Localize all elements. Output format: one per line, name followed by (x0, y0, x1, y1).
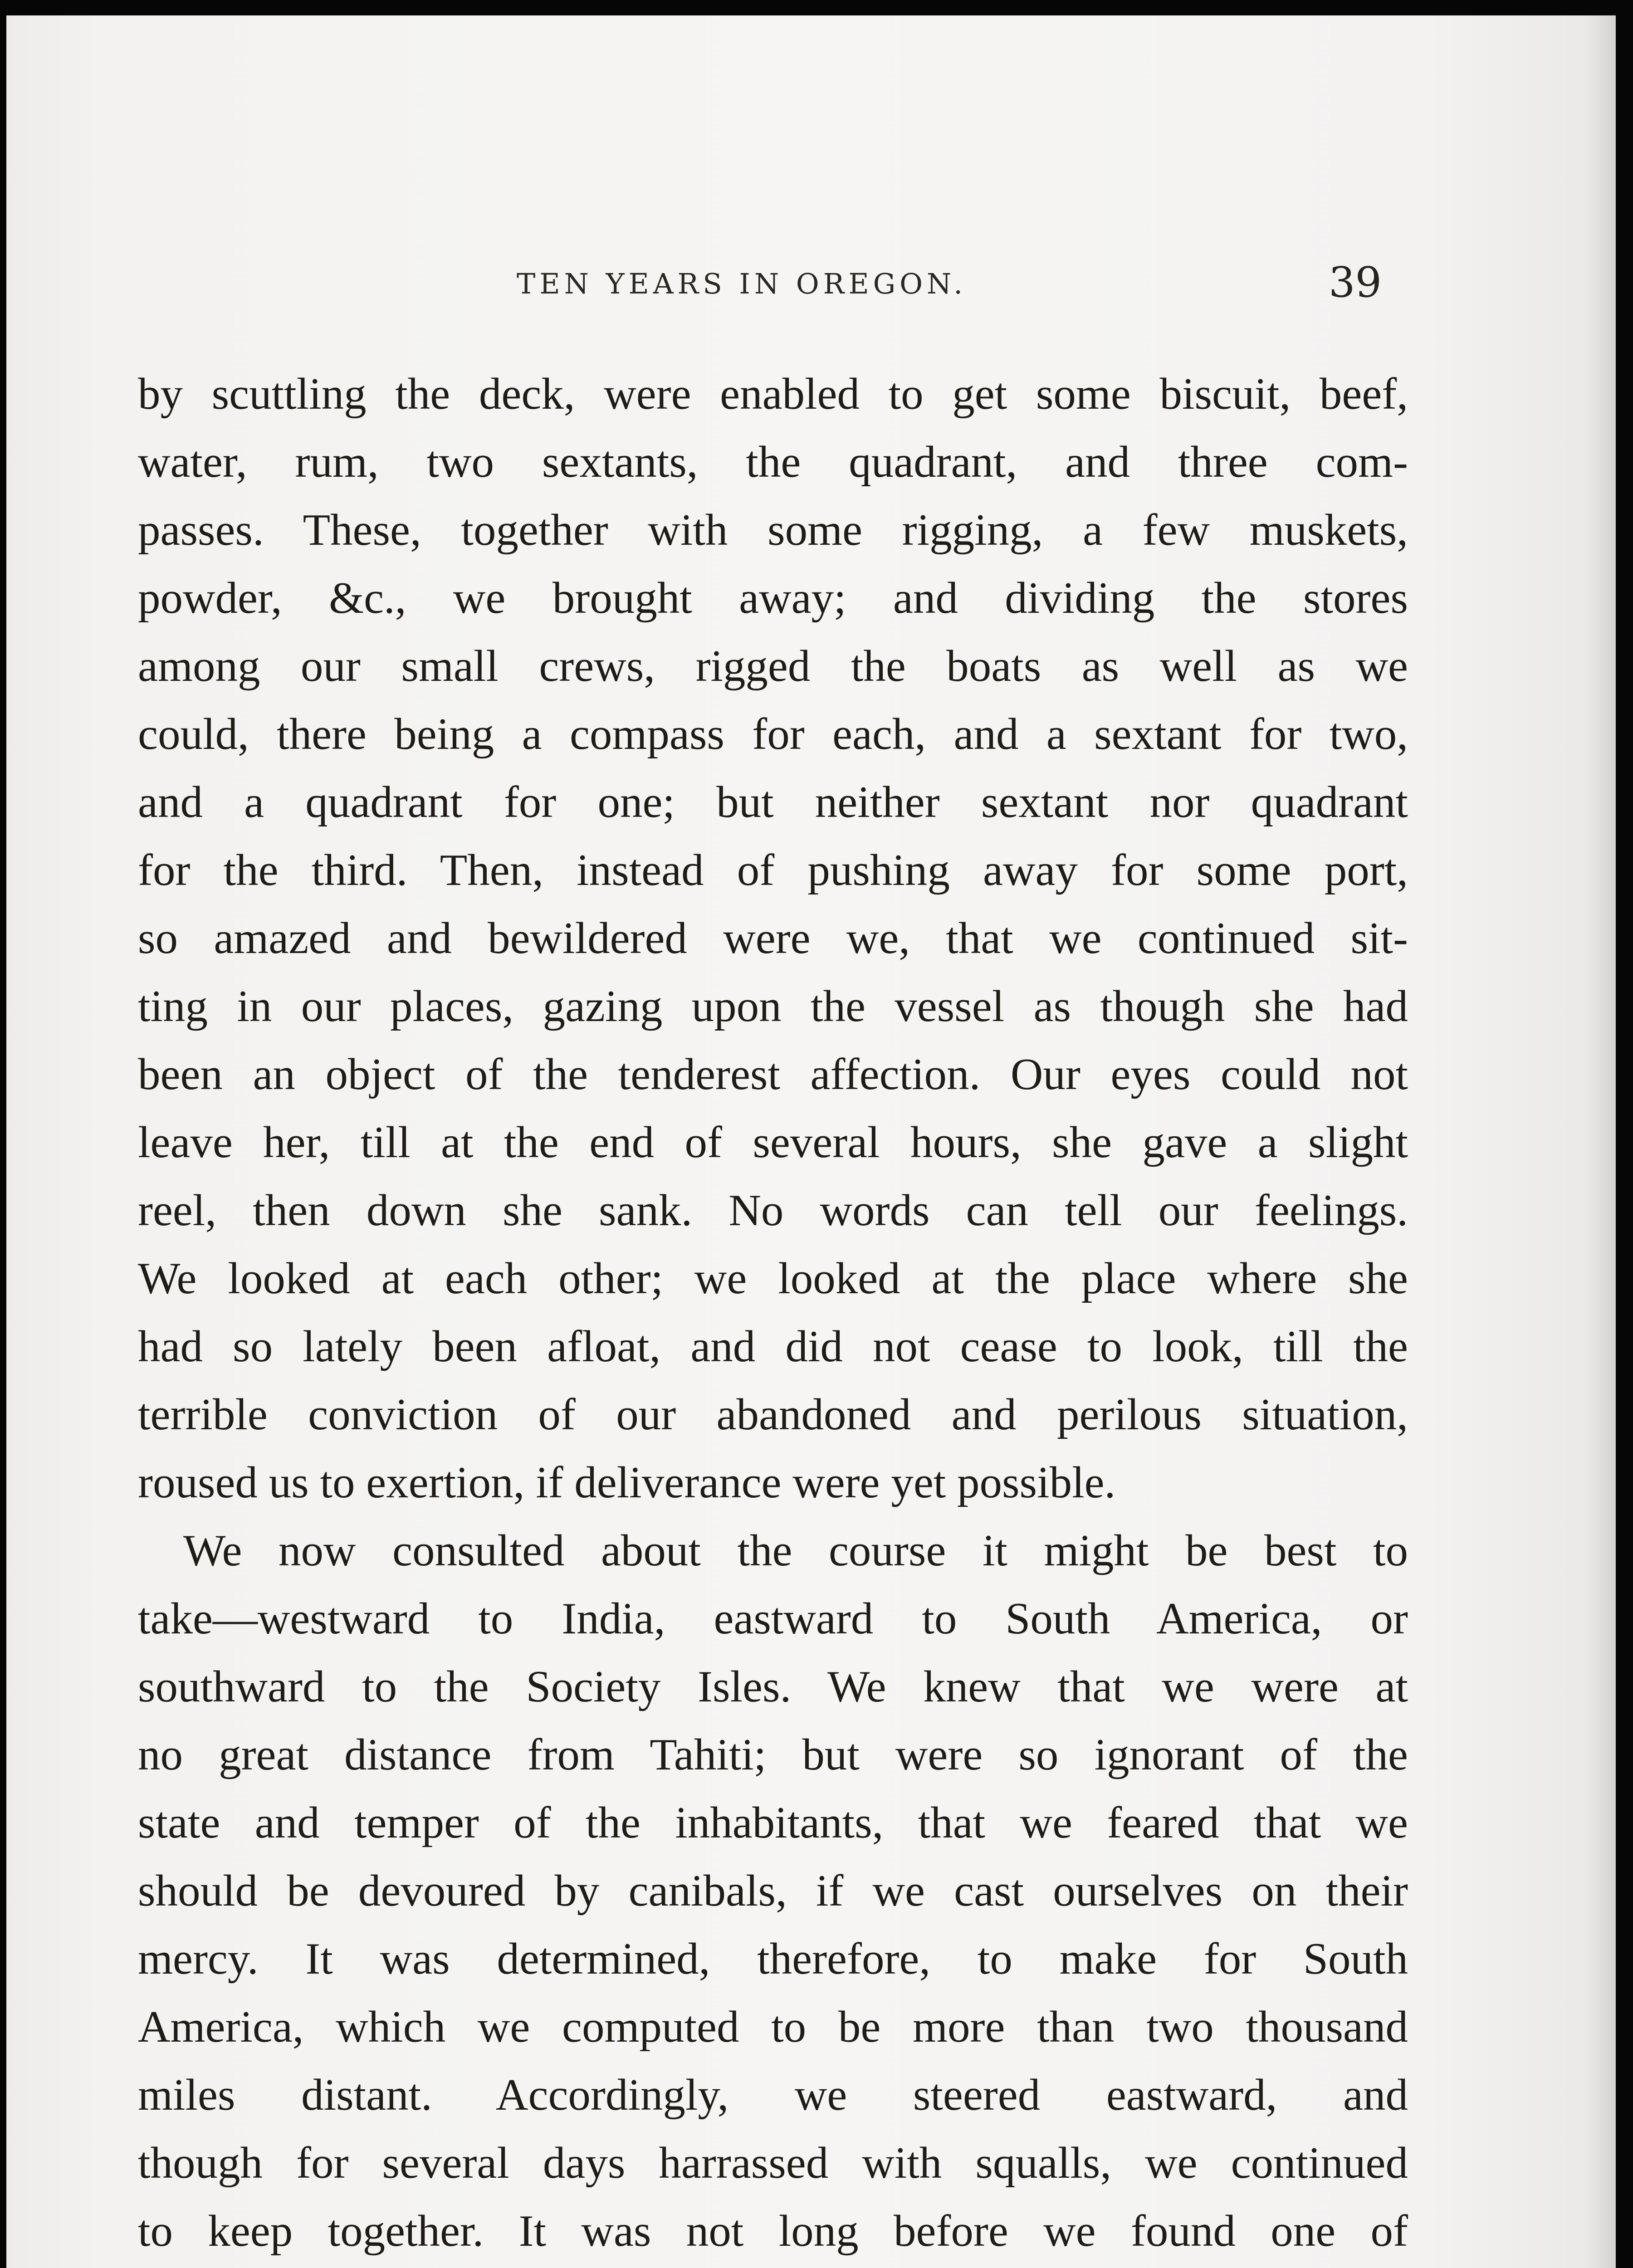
text-line: been an object of the tenderest affection. Our eyes could not (138, 1050, 1408, 1099)
text-line (138, 2265, 1408, 2268)
text-line: leave her, till at the end of several hours, she gave a slight (138, 1118, 1408, 1167)
text-line: mercy. It was determined, therefore, to make for South (138, 1934, 1408, 1984)
running-head: TEN YEARS IN OREGON. (517, 267, 967, 300)
text-line: miles distant. Accordingly, we steered eastward, and (138, 2070, 1408, 2120)
page-edge-shadow (1584, 15, 1616, 2268)
text-line: We now consulted about the course it might be best to (183, 1526, 1408, 1575)
text-line: had so lately been afloat, and did not cease to look, till the (138, 1322, 1408, 1371)
text-line: southward to the Society Isles. We knew that we were at (138, 1662, 1408, 1711)
text-line: We looked at each other; we looked at the place where she (138, 1254, 1408, 1303)
text-line: for the third. Then, instead of pushing away for some port, (138, 846, 1408, 895)
text-line: America, which we computed to be more than two thousand (138, 2002, 1408, 2052)
text-line: water, rum, two sextants, the quadrant, and three com- (138, 437, 1408, 487)
body-text (138, 360, 1408, 2268)
text-line: reel, then down she sank. No words can tell our feelings. (138, 1186, 1408, 1235)
text-line: and a quadrant for one; but neither sextant nor quadrant (138, 777, 1408, 827)
text-line: state and temper of the inhabitants, that we feared that we (138, 1798, 1408, 1848)
text-line: among our small crews, rigged the boats as well as we (138, 641, 1408, 691)
text-line: terrible conviction of our abandoned and perilous situation, (138, 1390, 1408, 1439)
book-page (6, 15, 1616, 2268)
text-line: roused us to exertion, if deliverance were yet possible. (138, 1458, 1116, 1507)
text-line: to keep together. It was not long before we found one of (138, 2206, 1408, 2256)
text-line: should be devoured by canibals, if we cast ourselves on their (138, 1866, 1408, 1916)
page-number: 39 (1329, 258, 1382, 307)
text-line: ting in our places, gazing upon the vessel as though she had (138, 982, 1408, 1031)
text-line: could, there being a compass for each, and a sextant for two, (138, 709, 1408, 759)
text-line: passes. These, together with some rigging, a few muskets, (138, 505, 1408, 555)
text-line: by scuttling the deck, were enabled to get some biscuit, beef, (138, 369, 1408, 419)
text-line: so amazed and bewildered were we, that we continued sit- (138, 914, 1408, 963)
text-line: no great distance from Tahiti; but were so ignorant of the (138, 1730, 1408, 1779)
text-line: take—westward to India, eastward to South America, or (138, 1594, 1408, 1643)
text-line: powder, &c., we brought away; and dividing the stores (138, 573, 1408, 623)
text-line: though for several days harrassed with squalls, we continued (138, 2138, 1408, 2188)
